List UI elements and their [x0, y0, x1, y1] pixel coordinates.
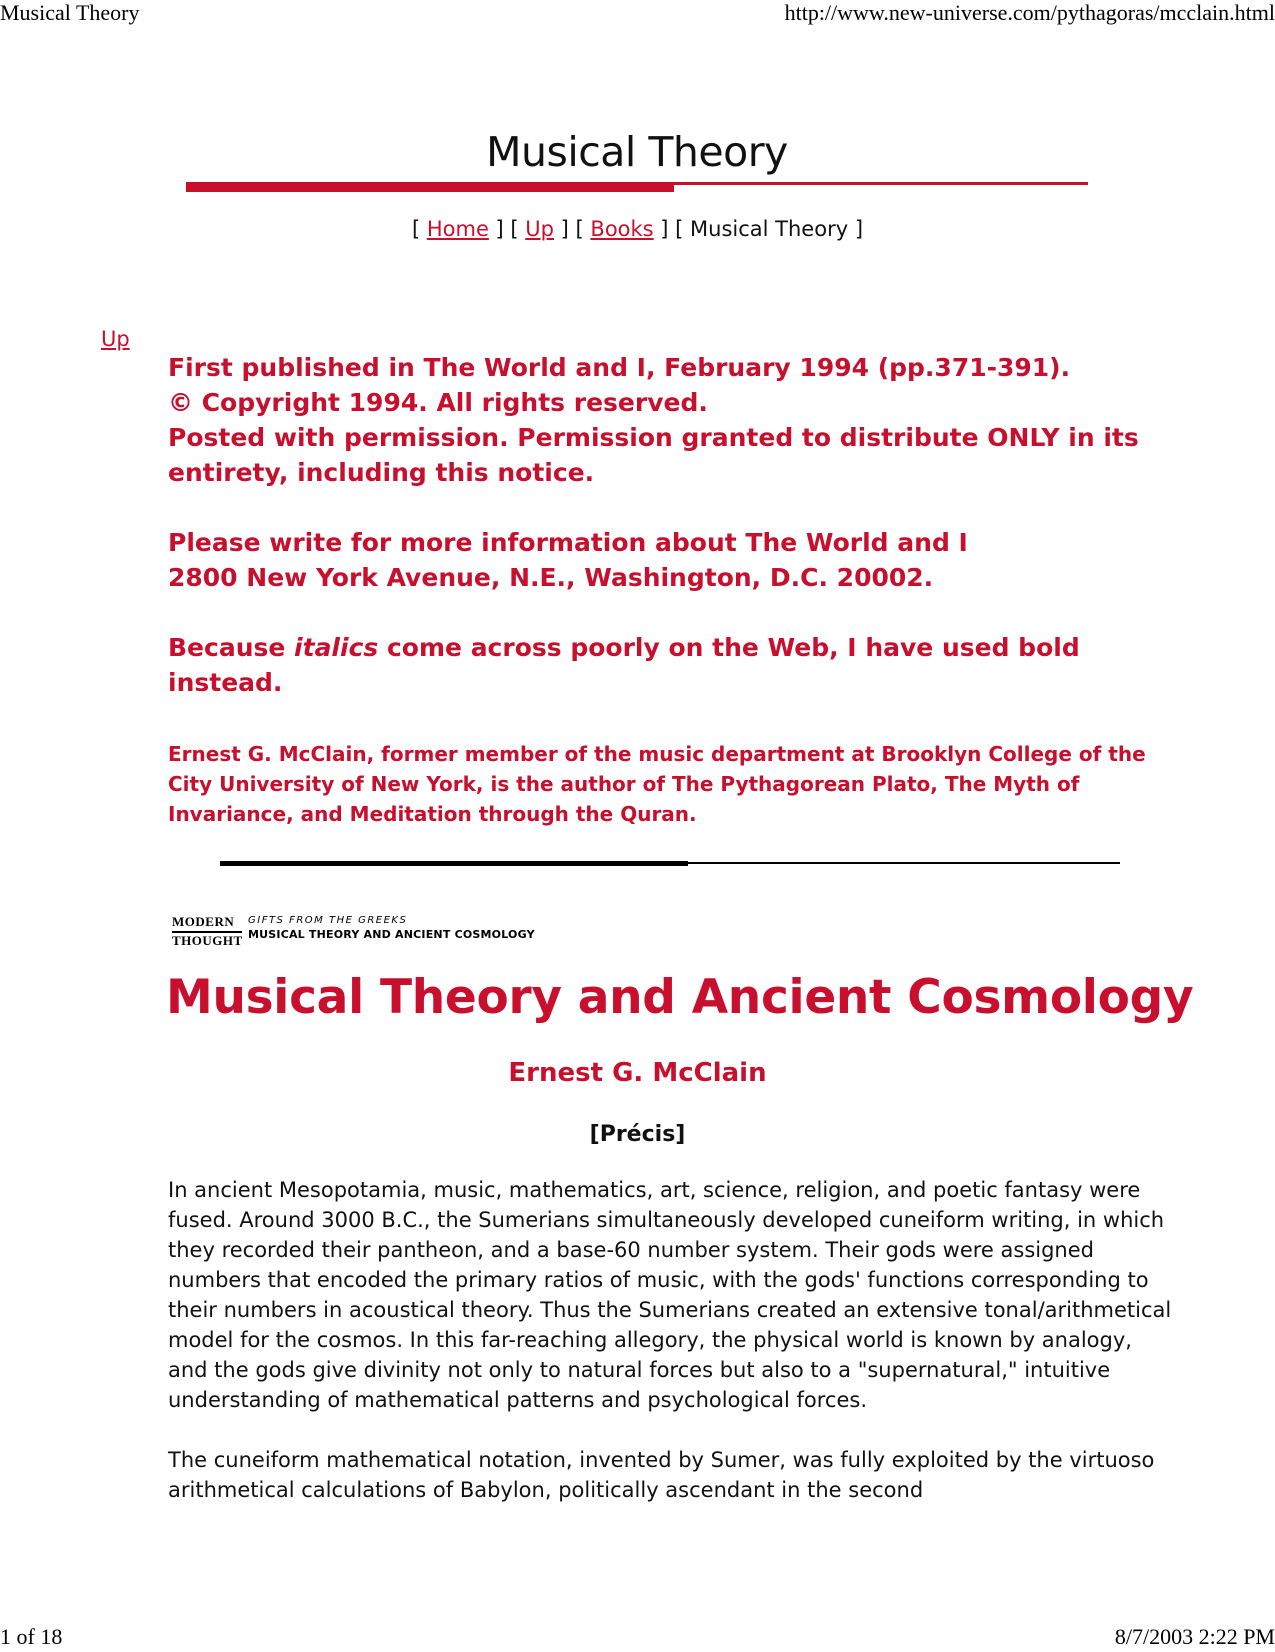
author-bio: Ernest G. McClain, former member of the music department at Brooklyn College of the City University of New York, is the author of The Pythagorean Plato, The Myth of Invariance, and Meditation through the Quran. — [168, 742, 1146, 826]
print-header — [0, 0, 1275, 30]
masthead-title: MUSICAL THEORY AND ANCIENT COSMOLOGY — [248, 928, 535, 941]
logo-line1: MODERN — [172, 914, 235, 929]
notice-italics-after: come across poorly on the Web, I have used bold instead. — [168, 633, 1080, 697]
section-divider — [220, 861, 1120, 867]
notice-published: First published in The World and I, February 1994 (pp.371-391). — [168, 353, 1071, 382]
print-footer-page: 1 of 18 — [0, 1624, 63, 1649]
banner — [186, 128, 1088, 194]
print-header-url: http://www.new-universe.com/pythagoras/mcclain.html — [784, 0, 1275, 25]
up-link[interactable]: Up — [101, 327, 130, 351]
notice-copyright: © Copyright 1994. All rights reserved. — [168, 388, 708, 417]
notice-address: 2800 New York Avenue, N.E., Washington, D.C. 20002. — [168, 563, 934, 592]
nav-up-link[interactable]: Up — [525, 217, 554, 241]
nav-bar: [ Home ] [ Up ] [ Books ] [ Musical Theory ] — [411, 217, 864, 241]
banner-rule-thick — [186, 182, 674, 192]
article-body — [168, 1175, 1176, 1535]
notice-italics-word: italics — [294, 633, 379, 662]
banner-title: Musical Theory — [486, 128, 788, 176]
print-header-title: Musical Theory — [0, 0, 140, 25]
nav-books-link[interactable]: Books — [590, 217, 654, 241]
article-title: Musical Theory and Ancient Cosmology — [166, 970, 1194, 1025]
masthead-image — [172, 914, 552, 954]
article-precis-label: [Précis] — [589, 1122, 686, 1147]
notice-permission: Posted with permission. Permission granted to distribute ONLY in its entirety, including this notice. — [168, 423, 1139, 487]
print-footer — [0, 1624, 1275, 1652]
notice-italics — [168, 630, 1168, 700]
logo-line2: THOUGHT — [172, 933, 243, 948]
article-author: Ernest G. McClain — [508, 1058, 767, 1088]
publication-notice — [168, 350, 1168, 700]
masthead-text — [248, 914, 535, 942]
nav-home-link[interactable]: Home — [426, 217, 489, 241]
print-footer-date: 8/7/2003 2:22 PM — [1114, 1624, 1275, 1649]
masthead-section: GIFTS FROM THE GREEKS — [248, 915, 408, 926]
banner-rule-thin — [674, 182, 1088, 185]
notice-italics-before: Because — [168, 633, 295, 662]
notice-contact: Please write for more information about The World and I — [168, 528, 968, 557]
body-paragraph-2: The cuneiform mathematical notation, invented by Sumer, was fully exploited by the virtuoso arithmetical calculations of Babylon, politically ascendant in the second — [168, 1448, 1155, 1502]
nav-current-page: Musical Theory — [690, 217, 849, 241]
modern-thought-logo — [172, 914, 242, 952]
body-paragraph-1: In ancient Mesopotamia, music, mathematics, art, science, religion, and poetic fantasy were fused. Around 3000 B.C., the Sumerians simultaneously developed cuneiform writing, in which they recorded their pantheon, and a base-60 number system. Their gods were assigned numbers that encoded the primary ratios of music, with the gods' functions corresponding to their numbers in acoustical theory. Thus the Sumerians created an extensive tonal/arithmetical model for the cosmos. In this far-reaching allegory, the physical world is known by analogy, and the gods give divinity not only to natural forces but also to a "supernatural," intuitive understanding of mathematical patterns and psychological forces. — [168, 1178, 1172, 1412]
